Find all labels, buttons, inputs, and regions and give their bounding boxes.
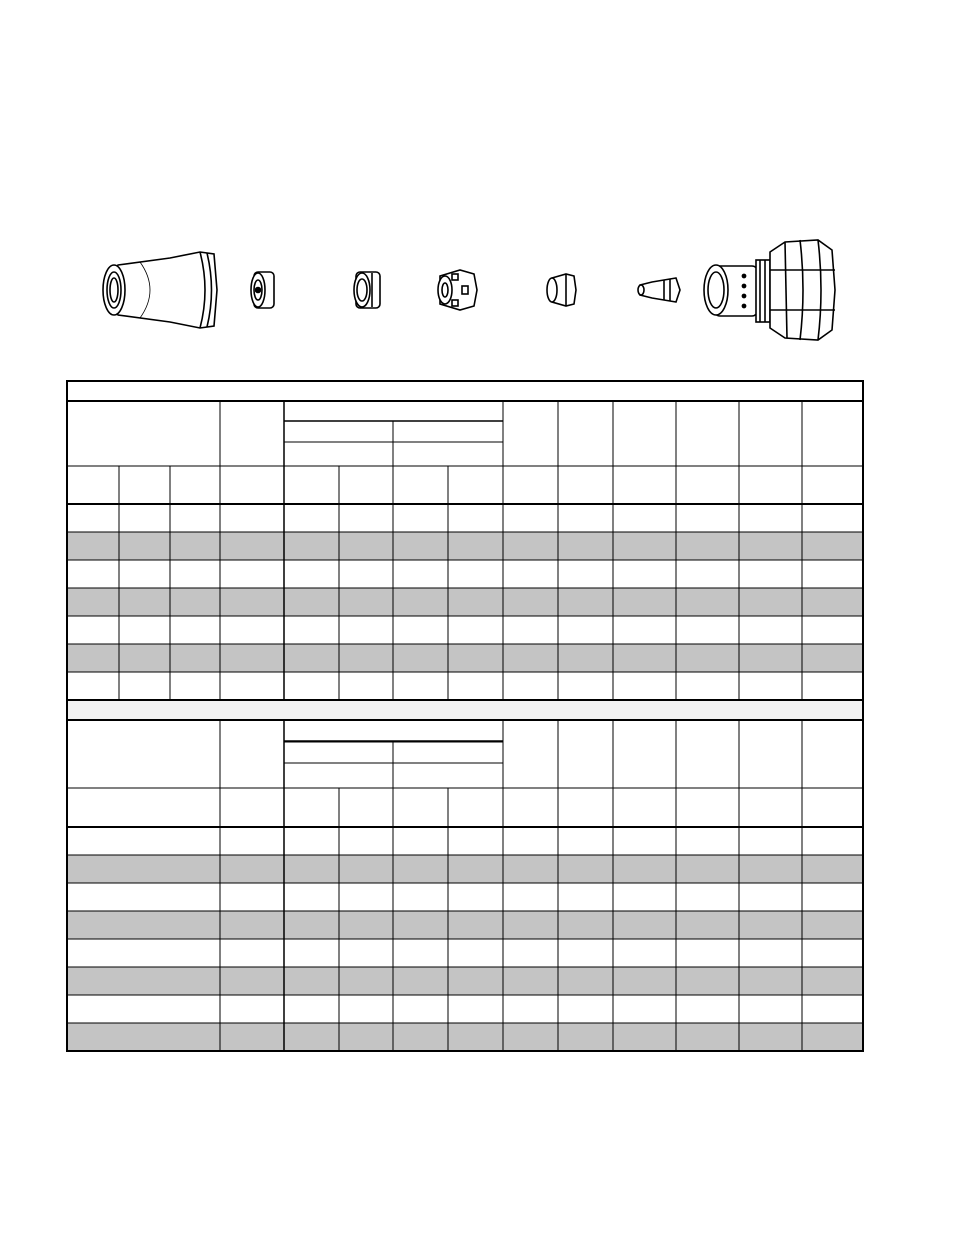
cut-charts (66, 380, 864, 1052)
table-gap (66, 700, 864, 720)
shield-icon (251, 272, 274, 308)
shaded-row (66, 911, 864, 939)
nozzle-icon (547, 274, 576, 306)
shield-cap-icon (103, 252, 217, 328)
shaded-row (66, 1023, 864, 1051)
shaded-row (66, 855, 864, 883)
retaining-cap-icon (354, 272, 380, 308)
shaded-row (66, 967, 864, 995)
torch-body-icon (704, 240, 835, 340)
swirl-ring-icon (438, 270, 477, 310)
shaded-row (66, 588, 864, 616)
electrode-icon (638, 278, 680, 302)
consumables-illustration (0, 230, 954, 350)
shaded-row (66, 532, 864, 560)
shaded-row (66, 644, 864, 672)
